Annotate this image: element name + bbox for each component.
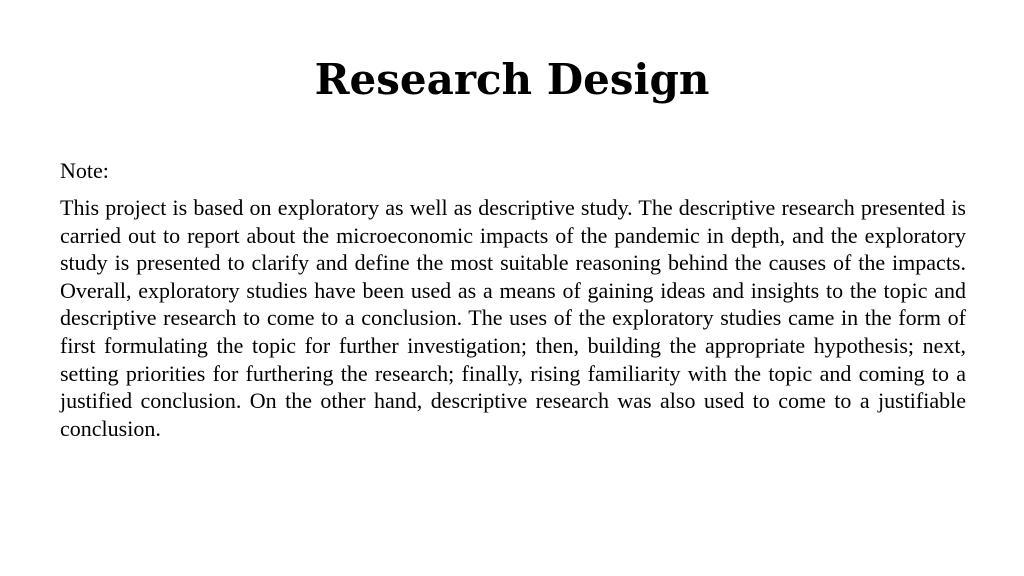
slide-title: Research Design	[314, 55, 710, 104]
slide-content	[60, 156, 966, 442]
note-label: Note:	[60, 158, 109, 183]
body-paragraph: This project is based on exploratory as well as descriptive study. The descriptive research presented is carried out to report about the microeconomic impacts of the pandemic in depth, and the exploratory study is presented to clarify and define the most suitable reasoning behind the causes of the impacts. Overall, exploratory studies have been used as a means of gaining ideas and insights to the topic and descriptive research to come to a conclusion. The uses of the exploratory studies came in the form of first formulating the topic for further investigation; then, building the appropriate hypothesis; next, setting priorities for furthering the research; finally, rising familiarity with the topic and coming to a justified conclusion. On the other hand, descriptive research was also used to come to a justifiable conclusion.	[60, 195, 966, 441]
